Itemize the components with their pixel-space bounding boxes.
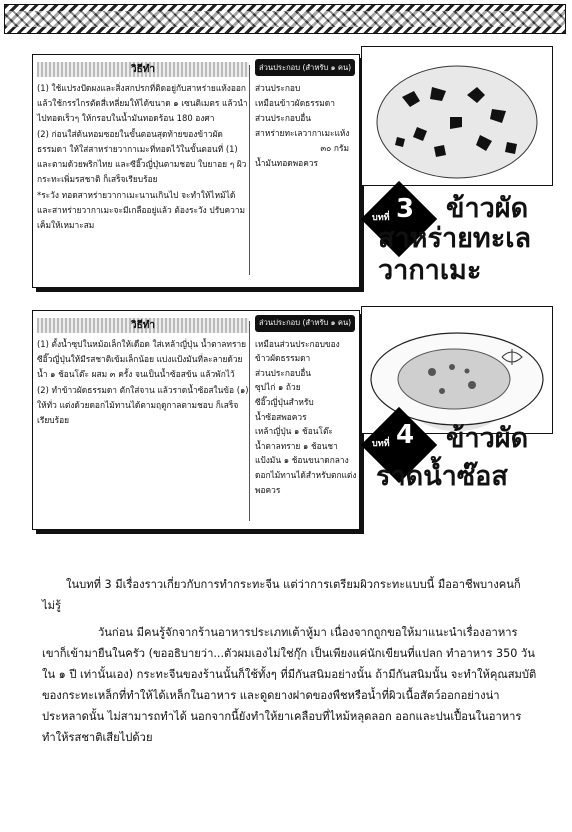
- ingredient-amount: ๓๐ กรัม: [320, 143, 349, 153]
- ingredient: น้ำตาลทราย ๑ ช้อนชา: [255, 440, 338, 451]
- ingredient: ซีอิ๊วญี่ปุ่นสำหรับ: [255, 396, 314, 407]
- ingredient: ส่วนประกอบ: [255, 83, 301, 93]
- method-title: วิธีทำ: [37, 62, 249, 77]
- ingredient: ข้าวผัดธรรมดา: [255, 353, 311, 364]
- dish-name-line: ราดน้ำซ๊อส: [376, 461, 508, 492]
- ingredient: เหมือนส่วนประกอบของ: [255, 338, 340, 349]
- seaweed-fried-rice-photo: [361, 46, 553, 186]
- chapter-number: 3: [396, 194, 415, 224]
- chapter-label: บทที่: [372, 213, 390, 223]
- method-step: (2) ทำข้าวผัดธรรมดา ตักใส่จาน แล้วราดน้ำซ้อสในข้อ (๑) ให้ทั่ว แต่งด้วยดอกไม้ทานได้ตามฤดูกาลตามชอบ ก็เสร็จเรียบร้อย: [37, 385, 249, 425]
- ingredients-title: ส่วนประกอบ (สำหรับ ๑ คน): [255, 59, 355, 76]
- ingredient: น้ำซ้อสพอควร: [255, 411, 307, 422]
- ingredient: ส่วนประกอบอื่น: [255, 367, 312, 378]
- dish-name-line: วากาเมะ: [378, 255, 482, 286]
- decorative-border: [4, 4, 566, 34]
- recipe-3-ingredients: [255, 59, 357, 171]
- chapter-number: 4: [396, 420, 415, 450]
- recipe-3-title: [358, 186, 558, 286]
- recipe-4-title: [358, 414, 558, 518]
- body-paragraph: ในบทที่ 3 มีเรื่องราวเกี่ยวกับการทำกระทะจีน แต่ว่าการเตรียมผิวกระทะแบบนี้ มืออาชีพบางคนก็ไม่รู้: [42, 578, 521, 612]
- ingredient: แป้งมัน ๑ ช้อนขนาดกลาง: [255, 455, 349, 466]
- ingredient: เหล้าญี่ปุ่น ๑ ช้อนโต๊ะ: [255, 426, 333, 437]
- ingredients-title: ส่วนประกอบ (สำหรับ ๑ คน): [255, 315, 355, 332]
- ingredient: น้ำมันทอดพอควร: [255, 158, 319, 168]
- recipe-4-box: [32, 310, 360, 530]
- chapter-label: บทที่: [372, 439, 390, 449]
- recipe-4-method: [37, 315, 249, 429]
- dish-name-line: สาหร่ายทะเล: [378, 223, 531, 254]
- method-step: (1) ตั้งน้ำซุปในหม้อเล็กให้เดือด ใส่เหล้าญี่ปุ่น น้ำตาลทราย ซีอิ๊วญี่ปุ่นให้มีรสชาติเข้มเล็กน้อย แบ่งแป้งมันที่ละลายด้วยน้ำ ๑ ช้อนโต๊ะ ผสม ๓ ครั้ง จนเป็นน้ำซ้อสข้น แล้วพักไว้: [37, 339, 247, 379]
- recipe-4-ingredients: [255, 315, 357, 497]
- recipe-3-method: [37, 59, 249, 234]
- dish-name-line: ข้าวผัด: [446, 193, 529, 224]
- ingredient: สาหร่ายทะเลวากาเมะแห้ง: [255, 128, 350, 138]
- method-note: *ระวัง ทอดสาหร่ายวากาเมะนานเกินไป จะทำให้ไหม้ได้ และสาหร่ายวากาเมะจะมีเกลืออยู่แล้ว ต้องระวัง ปรับความเค็มให้เหมาะสม: [37, 190, 246, 230]
- method-step: (2) ก่อนใส่ต้นหอมซอยในขั้นตอนสุดท้ายของข้าวผัดธรรมดา ให้ใส่สาหร่ายวากาเมะที่ทอดไว้ในขั้นตอนที่ (1) และตามด้วยพริกไทย และซีอิ๊วญี่ปุ่นตามชอบ ใบยาอย ๆ ผิวกระทะเพิ่มรสชาติ ก็เสร็จเรียบร้อย: [37, 129, 247, 184]
- method-step: (1) ใช้แปรงปัดผงและสิ่งสกปรกที่ติดอยู่กับสาหร่ายแห้งออก แล้วใช้กรรไกรตัดสี่เหลี่ยมให้ได้ขนาด ๑ เซนติเมตร แล้วนำไปทอดเร็วๆ ให้กรอบในน้ำมันทอดร้อน 180 องศา: [37, 83, 248, 123]
- ingredient: ส่วนประกอบอื่น: [255, 113, 312, 123]
- recipe-3-box: [32, 54, 360, 288]
- ingredient: เหมือนข้าวผัดธรรมดา: [255, 98, 335, 108]
- ingredient: พอควร: [255, 484, 281, 495]
- method-title: วิธีทำ: [37, 318, 249, 333]
- body-paragraph: วันก่อน มีคนรู้จักจากร้านอาหารประเภทเต้าหู้มา เนื่องจากถูกขอให้มาแนะนำเรื่องอาหาร เขาก็เข้ามายืนในครัว (ขออธิบายว่า...ตัวผมเองไม่ใช่กุ๊ก เป็นเพียงแค่นักเขียนที่แปลก ทำอาหาร 350 วันใน ๑ ปี เท่านั้นเอง) กระทะจีนของร้านนั้นก็ใช้ทั้งๆ ที่มีกันสนิมอย่างนั้น ถ้ามีกันสนิมนั้น จะทำให้คุณสมบัติของกระทะเหล็กที่ทำให้ได้เหล็กในอาหาร และดูดยางฝาดของพืชหรือน้ำที่ผิวเนื้อสัตว์ออกอย่างน่าประหลาดนั้น ไม่สามารถทำได้ นอกจากนี้ยังทำให้ยาเคลือบที่ไหม้หลุดลอก ออกและปนเปื้อนในอาหาร ทำให้รสชาติเสียไปด้วย: [42, 626, 537, 744]
- ingredient: ซุปไก่ ๑ ถ้วย: [255, 382, 301, 393]
- dish-name-line: ข้าวผัด: [446, 423, 529, 454]
- ingredient: ดอกไม้ทานได้สำหรับตกแต่ง: [255, 469, 357, 480]
- column-divider: [249, 65, 250, 275]
- column-divider: [249, 321, 250, 521]
- fried-rice-illustration: [362, 47, 552, 185]
